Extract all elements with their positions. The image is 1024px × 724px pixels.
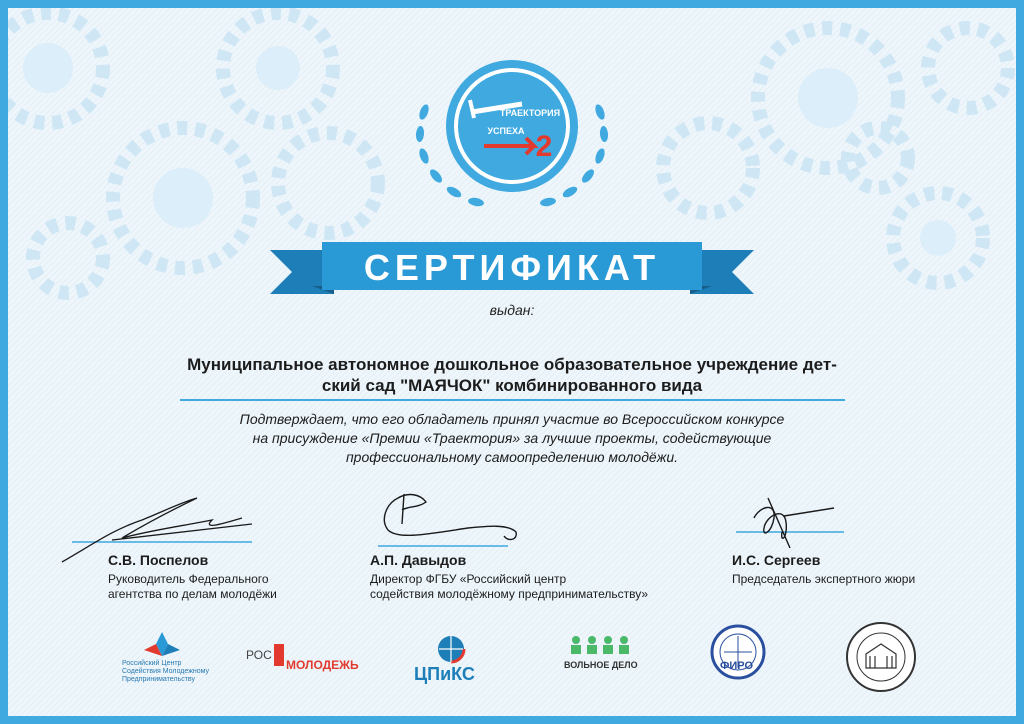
signature-sergeev bbox=[724, 488, 854, 558]
organization-name bbox=[158, 354, 866, 396]
emblem-line2: УСПЕХА bbox=[487, 126, 525, 136]
globe-icon bbox=[436, 634, 466, 664]
cpiks-logo: ЦПиКС bbox=[410, 634, 500, 688]
organization-line2: ский сад "МАЯЧОК" комбинированного вида bbox=[321, 376, 703, 395]
issued-label: выдан: bbox=[489, 302, 535, 318]
rcsmp-logo: Российский Центр Содействия Молодежному Предпринимательству bbox=[118, 630, 208, 690]
firo-logo: ФИРО bbox=[710, 624, 770, 688]
signatory-1-name: С.В. Поспелов bbox=[108, 552, 209, 568]
signatory-1-role: Руководитель Федерального агентства по делам молодёжи bbox=[108, 572, 277, 601]
signatory-2-role: Директор ФГБУ «Российский центр содействия молодёжному предпринимательству» bbox=[370, 572, 649, 601]
divider bbox=[180, 399, 845, 401]
emblem-number: 2 bbox=[535, 130, 553, 163]
trajectory-emblem bbox=[410, 52, 614, 222]
signatory-3-name: И.С. Сергеев bbox=[732, 552, 821, 568]
signatory-2-name: А.П. Давыдов bbox=[370, 552, 467, 568]
confirmation-line2: на присуждение «Премии «Траектория» за лучшие проекты, содействующие bbox=[252, 430, 772, 446]
certificate-title: СЕРТИФИКАТ bbox=[363, 247, 661, 288]
emblem-line1: ТРАЕКТОРИЯ bbox=[499, 108, 561, 118]
confirmation-text bbox=[158, 410, 866, 467]
confirmation-line1: Подтверждает, что его обладатель принял участие во Всероссийском конкурсе bbox=[239, 411, 785, 427]
certificate: ТРАЕКТОРИЯ УСПЕХА 2 СЕРТИФИКАТ выдан: Муниципальное автономное дошкольное образовательное учреждение дет- ский сад "МАЯЧОК" комбинированного вида Подтверждает, что его обладатель принял участие во Всероссийском конкурсе на присуждение «Премии «Траектория» за лучшие проекты, содействующие профессиональному самоопределению молодёжи. С.В. Поспелов Руководитель Федерального агентства по делам молодёжи А.П. Давыдов Директор ФГБУ «Российский центр содействия молодёжному предпринимательству» И.С. Сергеев Председатель экспертного жюри Российский Центр Содействия Молодежному Предпринимательству РОС МОЛОДЕЖЬ ЦПиКС ВОЛЬНОЕ ДЕЛО ФИРО bbox=[8, 8, 1016, 716]
university-seal bbox=[844, 620, 918, 694]
rcsmp-emblem-icon bbox=[142, 630, 182, 658]
organization-line1: Муниципальное автономное дошкольное образовательное учреждение дет- bbox=[187, 355, 837, 374]
people-icon bbox=[568, 634, 632, 656]
volnoe-delo-logo: ВОЛЬНОЕ ДЕЛО bbox=[560, 634, 640, 688]
signatory-3-role: Председатель экспертного жюри bbox=[732, 572, 916, 586]
firo-seal-icon bbox=[710, 624, 766, 684]
confirmation-line3: профессиональному самоопределению молодёжи. bbox=[345, 449, 679, 465]
